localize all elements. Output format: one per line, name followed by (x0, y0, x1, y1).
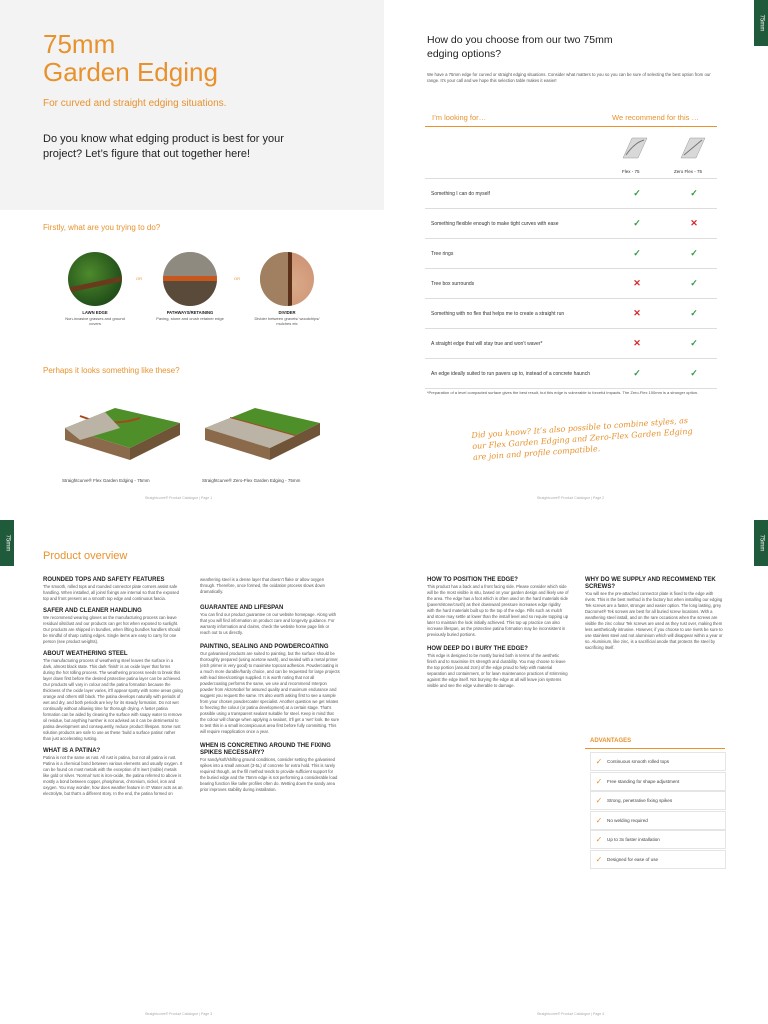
cross-icon: ✕ (633, 278, 641, 288)
table-row (425, 208, 717, 239)
page4-tab (754, 520, 768, 566)
advantages-rule (585, 748, 725, 749)
option-pathways (155, 309, 225, 321)
guarantee-text: You can find our product guarantee on our website homepage. Along with that you will find information on product care and longevity guidance. For warranty information and claims, check the website home page link or reach out to us directly. (200, 612, 337, 635)
looks-heading: Perhaps it looks something like these? (43, 366, 180, 375)
option-pathways-title: PATHWAYS/RETAINING (166, 310, 214, 315)
concreting-heading: WHEN IS CONCRETING AROUND THE FIXING SPIKES NECESSARY? (200, 743, 331, 756)
zeroflex-caption: Straightcurve® Zero-Flex Garden Edging - 75mm (202, 478, 301, 483)
painting-text: Our galvanised products are suited to painting, but the surface should be thoroughly prepared (using acetone wash), and sealed with a metal primer (etch primer is very good) to maximise topcoat adhesion. Powdercoating is a much more durable/hardy choice, and can be requested for large projects with lead times/costings supplied. It is worth noting that not all powdercoating performs the same, we use and recommend Interpon powder from AkzoNobel for assured quality and maximum endurance and suggest you request the same. It’s also worth asking first to see a sample from your chosen powdercoater specialist. Another question we get relates to freezing the colour (or patina development) at a certain stage. That’s possible using a transparent sealant suitable for steel. Keep in mind that the colour will change when applying a sealant, it’ll get a ‘wet’ look. Be sure to test this in a small inconspicuous area first before fully committing. This will require reapplication once a year. (200, 651, 340, 734)
advantage-label: Continuous smooth rolled tops (607, 759, 670, 764)
page3-col1 (43, 577, 183, 797)
row-label: Something I can do myself (431, 191, 490, 197)
advantage-label: Strong, penetrative fixing spikes (607, 798, 673, 803)
row-label: Tree box surrounds (431, 281, 475, 287)
option-divider-title: DIVIDER (278, 310, 296, 315)
page2-tab-label: 75mm (758, 14, 765, 32)
weathering-cont-text: weathering steel is a dense layer that doesn’t flake or allow oxygen through. Therefore, once formed, the oxidation process slows down dramatically. (200, 577, 325, 594)
advantage-item (590, 772, 726, 791)
row-label: A straight edge that will stay true and won’t waver* (431, 341, 543, 347)
check-icon: ✓ (595, 815, 603, 825)
page2-heading: How do you choose from our two 75mm edging options? (427, 34, 613, 60)
safer-handling-heading: SAFER AND CLEANER HANDLING (43, 608, 142, 614)
cross-icon: ✕ (633, 308, 641, 318)
guarantee-heading: GUARANTEE AND LIFESPAN (200, 605, 284, 611)
patina-text: Patina is not the same as rust. All rust is patina, but not all patina is rust. Patina is a chemical bond between various elements and usually oxygen. It can be found on most metals with the exception of 8 inert (noble) metals like gold or silver. ‘Normal’ rust is iron-oxide, the patina referred to above is mostly a bond between copper, phosphorus, chromium, nickel, iron and oxygen. You may wonder, how does weather feature in it? Water acts as an electrolyte, but that’s a different story. In the end, the patina formed on (43, 755, 183, 796)
page3-footer: Straightcurve® Product Catalogue | Page 3 (145, 1012, 213, 1016)
title-line2: Garden Edging (43, 57, 218, 87)
table-note: *Preparation of a level compacted surface gives the best result, but this edge is vulnerable to forceful impacts. The Zero-Flex 100mm is a stronger option. (427, 390, 699, 395)
table-row (425, 178, 717, 209)
recommend-label: We recommend for this … (612, 113, 699, 122)
table-row (425, 358, 717, 389)
tek-screws-heading: WHY DO WE SUPPLY AND RECOMMEND TEK SCREWS? (585, 577, 716, 590)
product-overview-heading: Product overview (43, 550, 128, 562)
weathering-steel-text: The manufacturing process of weathering steel leaves the surface in a dark, almost black state. This dark ‘finish’ is an oxide layer that forms during the hot rolling process. The weathering process needs to break this layer down first before the desired protective patina layer can be achieved. Our products will vary in colour and the patina formation because the thickness of the oxide layer varies, it’ll appear spotty with some areas going orange and others still black. The patina develops naturally with periods of wet and dry, and both periods are key for its steady formation. Do not wet continually without allowing time for thorough drying. A faster patina formation can be aided by cleaning the surface with soapy water to remove oil residue, but anything harsher is not advised as it can be detrimental to patina development and consequently, reduce product lifespan. Some rust solution products are safe to use as these ‘build a surface patina’ rather than just accelerating rusting. (43, 658, 183, 741)
page4-col1 (427, 577, 569, 689)
option-lawn-desc: Non-invasive grasses and ground covers (65, 316, 125, 326)
advantages-title: ADVANTAGES (590, 738, 632, 744)
check-icon: ✓ (595, 757, 603, 766)
check-icon: ✓ (595, 835, 603, 844)
header-rule (425, 126, 717, 127)
option-divider-desc: Divider between gravels/ woodchips/ mulches etc (254, 316, 320, 326)
or-label-2: OR (234, 276, 240, 281)
flex-caption: Straightcurve® Flex Garden Edging - 75mm (62, 478, 150, 483)
advantage-item (590, 811, 726, 830)
row-label: Tree rings (431, 251, 454, 257)
title-line1: 75mm (43, 29, 116, 59)
page3-tab-label: 75mm (4, 534, 11, 552)
page2-intro: We have a 75mm edge for curved or straight edging situations. Consider what matters to you so you can be sure of selecting the best option from our range. It’s your call and we hope this selection table makes it easier! (427, 72, 711, 83)
check-icon: ✓ (690, 278, 698, 288)
option-lawn-title: LAWN EDGE (82, 310, 108, 315)
advantage-item (590, 830, 726, 849)
page1-title (43, 30, 218, 86)
page1-footer: Straightcurve® Product Catalogue | Page 1 (145, 496, 213, 500)
table-row (425, 238, 717, 269)
painting-heading: PAINTING, SEALING AND POWDERCOATING (200, 644, 329, 650)
advantage-label: Free standing for shape adjustment (607, 778, 680, 784)
page1-question: Do you know what edging product is best for your project? Let’s figure that out together here! (43, 133, 284, 160)
page4-footer: Straightcurve® Product Catalogue | Page 4 (537, 1012, 605, 1016)
table-row (425, 268, 717, 299)
check-icon: ✓ (595, 796, 603, 805)
check-icon: ✓ (633, 248, 641, 258)
zeroflex-thumb (678, 133, 708, 163)
looking-for-label: I’m looking for… (432, 113, 487, 122)
check-icon: ✓ (633, 218, 641, 228)
concreting-text: For sandy/soft/shifting ground conditions, consider setting the galvanised spikes into a small amount (3-5L) of concrete for extra hold. This is rarely required though, as the fill method tends to provide sufficient support for the buried edge and the 75mm edge is not performing a considerable load bearing function like taller profiles often do. Wetting down the sandy area prior improves stability during installation. (200, 757, 338, 792)
table-row (425, 298, 717, 329)
col-zeroflex-label: Zero Flex - 75 (674, 169, 703, 174)
check-icon: ✓ (633, 188, 641, 198)
col-flex-label: Flex - 75 (622, 169, 640, 174)
rounded-tops-text: The smooth, rolled tops and rounded connector plate corners assist safe handling. When installed, all joins/ fixings are internal so that the exposed top and front present as a smooth top edge and continuous fascia. (43, 584, 179, 601)
advantage-item (590, 752, 726, 771)
trying-heading: Firstly, what are you trying to do? (43, 223, 161, 232)
option-divider (252, 309, 322, 326)
check-icon: ✓ (690, 338, 698, 348)
page3-col2 (200, 577, 340, 793)
advantage-item (590, 850, 726, 869)
bury-depth-heading: HOW DEEP DO I BURY THE EDGE? (427, 646, 528, 652)
page3-tab (0, 520, 14, 566)
option-lawn (60, 309, 130, 326)
lawn-edge-image (68, 252, 122, 306)
flex-product-image (60, 388, 185, 468)
row-label: Something flexible enough to make tight curves with ease (431, 221, 559, 227)
check-icon: ✓ (633, 368, 641, 378)
page2-footer: Straightcurve® Product Catalogue | Page 2 (537, 496, 605, 500)
table-row (425, 328, 717, 359)
check-icon: ✓ (690, 188, 698, 198)
check-icon: ✓ (690, 368, 698, 378)
advantage-item (590, 791, 726, 810)
check-icon: ✓ (595, 854, 603, 864)
advantage-label: No welding required (607, 817, 648, 823)
tek-screws-text: You will see the pre-attached connector plate is fixed to the edge with rivets. This is the best method in the factory but when installing our edging Tek screws are a faster, stronger and easier option. The long lasting, grey Dacromet® Tek screws are best for all buried screw locations. With a weathering steel install, and on the rare occasions when the screws are visible the zinc colour Tek screws are used as they rust over, making them less aesthetically intrusive. However, if you choose to use rivets be sure to use stainless steel and not aluminium which will disappear within a year or so. Aluminium, like zinc, is a sacrificial anode that protects the steel by sacrificing itself. (585, 591, 723, 650)
advantage-label: Designed for ease of use (607, 856, 659, 862)
page2-tab (754, 0, 768, 46)
page4-col2 (585, 577, 725, 651)
position-edge-heading: HOW TO POSITION THE EDGE? (427, 577, 518, 583)
row-label: Something with no flex that helps me to create a straight run (431, 311, 565, 317)
option-pathways-desc: Paving, stone and crush retainer edge (156, 316, 224, 321)
flex-thumb (620, 133, 650, 163)
advantage-label: Up to 3x faster installation (607, 837, 660, 842)
safer-handling-text: We recommend wearing gloves as the manufacturing process can leave residual oils/dust and our products can get hot when exposed to sunlight. Our products are shipped in bundles, when lifting bundles handlers should be mindful of sharp cutting edges. Single items are easy to carry for one person (see product weights). (43, 615, 181, 644)
weathering-steel-heading: ABOUT WEATHERING STEEL (43, 651, 128, 657)
check-icon: ✓ (595, 776, 603, 786)
position-edge-text: This product has a back and a front facing side. Please consider which side will be the most visible in situ, based on your garden design and likely use of the area. The edge has a foot which is often used on the hard materials side (pavers/stone/crush) as their downward pressure increases edge rigidity with the hard materials built up to the top of the edge. Fills such as mulch and stone may settle at lower than the install level and so require topping up later to maintain the look initially achieved. This top up practice can also increase lifespan, as the protective patina formation may be inconsistent in previously buried portions. (427, 584, 569, 637)
row-label: An edge ideally suited to run pavers up to, instead of a concrete haunch (431, 371, 590, 377)
patina-heading: WHAT IS A PATINA? (43, 748, 101, 754)
cross-icon: ✕ (690, 218, 698, 228)
check-icon: ✓ (690, 308, 698, 318)
table-bottom-rule (425, 388, 717, 389)
page4-tab-label: 75mm (758, 534, 765, 552)
zeroflex-product-image (200, 388, 325, 468)
cross-icon: ✕ (633, 338, 641, 348)
did-you-know: Did you know? It’s also possible to combine styles, as our Flex Garden Edging and Zero-Flex Garden Edging are join and profile compatible. (471, 415, 693, 462)
bury-depth-text: This edge is designed to be mostly buried both in terms of the aesthetic finish and to maximise it’s strength and durability. You may choose to leave the top portion (around 2cm) of the edge proud to help with material separation and containment, or for lawn maintenance practices of strimming against the edge itself. Not burying the edge at all will leave join systems visible and see the edge vulnerable to damage. (427, 653, 568, 688)
or-label-1: OR (136, 276, 142, 281)
divider-image (260, 252, 314, 306)
page1-subtitle: For curved and straight edging situations. (43, 98, 227, 109)
check-icon: ✓ (690, 248, 698, 258)
pathways-image (163, 252, 217, 306)
rounded-tops-heading: ROUNDED TOPS AND SAFETY FEATURES (43, 577, 165, 583)
